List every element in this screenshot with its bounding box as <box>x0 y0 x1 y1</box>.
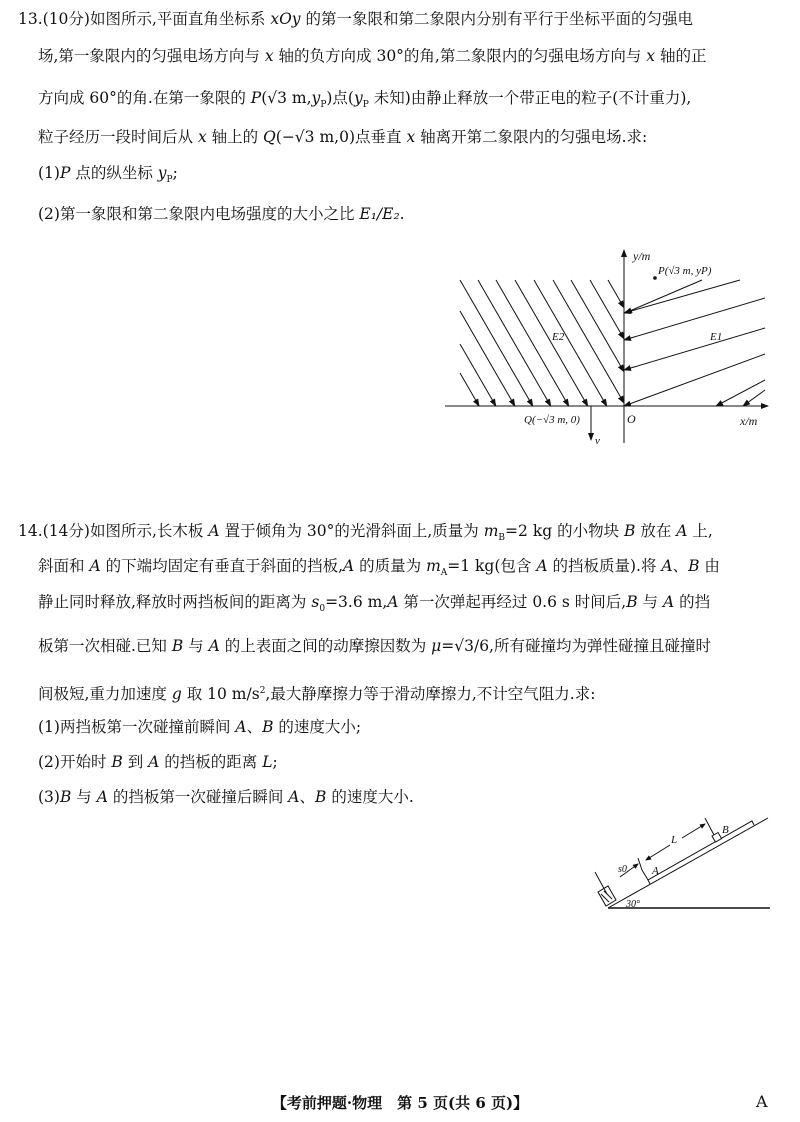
text-segment: 的质量为 <box>354 557 427 575</box>
figure-electric-field <box>440 240 780 450</box>
text-segment: B <box>626 593 638 611</box>
field-line <box>743 390 765 406</box>
text-segment: 、 <box>672 557 689 575</box>
text-segment: 与 <box>637 593 663 611</box>
text-segment: 取 10 m/s <box>181 685 260 704</box>
text-segment: m <box>426 557 441 575</box>
text-segment: m <box>483 522 499 540</box>
text-segment: A <box>208 522 220 540</box>
text-segment: B <box>171 637 184 655</box>
text-segment: 静止同时释放,释放时两挡板间的距离为 <box>38 593 312 611</box>
q14-line <box>38 752 278 772</box>
text-segment: (√3 m, <box>261 89 312 107</box>
s0-label: s0 <box>618 864 627 875</box>
q14-line <box>38 636 711 656</box>
q14-line <box>38 592 710 619</box>
q14-line <box>38 681 595 704</box>
text-segment: x <box>197 128 207 146</box>
text-segment: A <box>148 753 160 771</box>
text-segment: 场,第一象限内的匀强电场方向与 <box>38 47 265 65</box>
text-segment: B <box>111 753 123 771</box>
text-segment: P <box>362 100 369 111</box>
text-segment: =3.6 m, <box>325 593 388 611</box>
text-segment: 的挡板第一次碰撞后瞬间 <box>107 788 289 806</box>
incline-surface <box>608 818 768 908</box>
text-segment: =1 kg(包含 <box>447 557 537 575</box>
text-segment: xOy <box>270 10 301 28</box>
text-segment: A <box>235 718 247 736</box>
field-line <box>460 344 496 406</box>
point-p-label: P(√3 m, yP) <box>658 265 712 277</box>
text-segment: 板第一次相碰.已知 <box>38 637 172 655</box>
text-segment: g <box>171 685 182 704</box>
field-line <box>590 280 624 339</box>
text-segment: y <box>353 89 363 107</box>
plank-a <box>648 821 754 884</box>
field-line <box>534 280 607 406</box>
text-segment: ; <box>272 753 278 771</box>
q13-line <box>38 88 691 115</box>
text-segment: 点的纵坐标 <box>70 164 158 182</box>
text-segment: 置于倾角为 30°的光滑斜面上,质量为 <box>219 522 484 540</box>
text-segment: P <box>320 100 327 111</box>
q13-line <box>18 9 693 29</box>
b-label: B <box>722 824 729 836</box>
text-segment: 的挡板质量).将 <box>547 557 662 575</box>
text-segment: )点( <box>326 89 354 107</box>
field-line <box>515 280 588 406</box>
text-segment: A <box>440 568 448 579</box>
text-segment: Q <box>263 128 276 146</box>
text-segment: A <box>288 788 300 806</box>
y-axis-label: y/m <box>633 249 651 263</box>
field-line <box>478 280 551 406</box>
text-segment: 的挡 <box>674 593 711 611</box>
text-segment: 放在 <box>635 522 677 540</box>
text-segment: 的速度大小; <box>273 718 362 736</box>
text-segment: ; <box>172 164 178 182</box>
text-segment: A <box>96 788 108 806</box>
e1-label: E1 <box>710 331 723 343</box>
q13-line <box>38 46 706 66</box>
text-segment: A <box>387 593 399 611</box>
q13-line <box>38 127 647 147</box>
text-segment: =√3/6,所有碰撞均为弹性碰撞且碰撞时 <box>441 637 711 655</box>
text-segment: 方向成 60°的角.在第一象限的 <box>38 89 251 107</box>
text-segment: 轴的正 <box>655 47 707 65</box>
text-segment: y <box>157 164 167 182</box>
text-segment: A <box>536 557 548 575</box>
text-segment: B <box>688 557 700 575</box>
text-segment: 到 <box>122 753 149 771</box>
text-segment: 粒子经历一段时间后从 <box>38 128 198 146</box>
text-segment: x <box>646 47 656 65</box>
text-segment: 轴离开第二象限内的匀强电场.求: <box>415 128 648 146</box>
fixed-stopper <box>595 872 616 906</box>
text-segment: 、 <box>299 788 315 806</box>
text-segment: B <box>262 718 274 736</box>
text-segment: A <box>676 522 688 540</box>
text-segment: (1) <box>38 164 60 182</box>
angle-label: 30° <box>626 899 640 910</box>
text-segment: 轴的负方向成 30°的角,第二象限内的匀强电场方向与 <box>273 47 647 65</box>
text-segment: A <box>343 557 355 575</box>
text-segment: 间极短,重力加速度 <box>38 685 172 704</box>
text-segment: 、 <box>246 718 263 736</box>
velocity-label: v <box>595 435 600 447</box>
text-segment: μ <box>431 637 442 655</box>
text-segment: 的上表面之间的动摩擦因数为 <box>219 637 432 655</box>
text-segment: =2 kg 的小物块 <box>505 522 624 540</box>
field-line <box>625 280 702 313</box>
text-segment: 斜面和 <box>38 557 90 575</box>
text-segment: 与 <box>183 637 209 655</box>
field-line <box>496 280 569 406</box>
text-segment: ,最大静摩擦力等于滑动摩擦力,不计空气阻力.求: <box>265 685 596 704</box>
paper-version: A <box>756 1092 768 1111</box>
text-segment: A <box>208 637 220 655</box>
q13-line <box>38 163 178 190</box>
origin-label: O <box>627 412 636 426</box>
field-line <box>460 280 533 406</box>
e2-label: E2 <box>552 331 565 343</box>
text-segment: 的第一象限和第二象限内分别有平行于坐标平面的匀强电 <box>300 10 693 28</box>
text-segment: 的挡板的距离 <box>159 753 263 771</box>
text-segment: A <box>661 557 673 575</box>
q14-line <box>38 787 414 807</box>
text-segment: B <box>624 522 636 540</box>
text-segment: 第一次弹起再经过 0.6 s 时间后, <box>398 593 627 611</box>
text-segment: 轴上的 <box>206 128 264 146</box>
text-segment: E₁/E₂ <box>359 205 400 223</box>
point-p <box>653 276 657 280</box>
text-segment: 2 <box>259 686 266 696</box>
a-label: A <box>652 865 659 877</box>
text-segment: (−√3 m,0)点垂直 <box>275 128 407 146</box>
text-segment: 上, <box>687 522 713 540</box>
text-segment: 与 <box>71 788 97 806</box>
text-segment: 0 <box>319 604 326 615</box>
text-segment: (1)两挡板第一次碰撞前瞬间 <box>38 718 236 736</box>
text-segment: 未知)由静止释放一个带正电的粒子(不计重力), <box>368 89 692 107</box>
text-segment: 的下端均固定有垂直于斜面的挡板, <box>100 557 343 575</box>
q13-line <box>38 204 405 224</box>
text-segment: B <box>315 788 327 806</box>
text-segment: x <box>406 128 416 146</box>
text-segment: 由 <box>699 557 720 575</box>
l-label: L <box>671 834 678 846</box>
text-segment: 13.(10分)如图所示,平面直角坐标系 <box>18 10 271 28</box>
text-segment: B <box>59 788 72 806</box>
q14-line <box>38 556 720 583</box>
field-line <box>608 280 624 308</box>
text-segment: A <box>662 593 675 611</box>
text-segment: (3) <box>38 788 60 806</box>
text-segment: L <box>262 753 273 771</box>
x-axis-label: x/m <box>740 414 758 428</box>
field-line <box>716 380 765 406</box>
text-segment: s <box>311 593 320 611</box>
field-line <box>460 373 479 406</box>
text-segment: (2)开始时 <box>38 753 112 771</box>
text-segment: . <box>399 205 405 223</box>
field-line <box>624 354 765 406</box>
field-line <box>624 280 740 313</box>
text-segment: A <box>89 557 101 575</box>
text-segment: P <box>59 164 71 182</box>
q14-line <box>38 717 361 737</box>
text-segment: (2)第一象限和第二象限内电场强度的大小之比 <box>38 205 360 223</box>
page-footer: 【考前押题·物理 第 5 页(共 6 页)】 <box>271 1094 529 1112</box>
text-segment: P <box>166 175 173 186</box>
text-segment: 的速度大小. <box>326 788 414 806</box>
point-q-label: Q(−√3 m, 0) <box>524 414 580 426</box>
figure-incline <box>590 810 780 920</box>
text-segment: y <box>311 89 321 107</box>
text-segment: x <box>264 47 274 65</box>
text-segment: B <box>498 533 506 544</box>
field-line <box>624 328 765 370</box>
q14-line <box>18 521 713 548</box>
text-segment: P <box>250 89 262 107</box>
text-segment: 14.(14分)如图所示,长木板 <box>18 522 209 540</box>
